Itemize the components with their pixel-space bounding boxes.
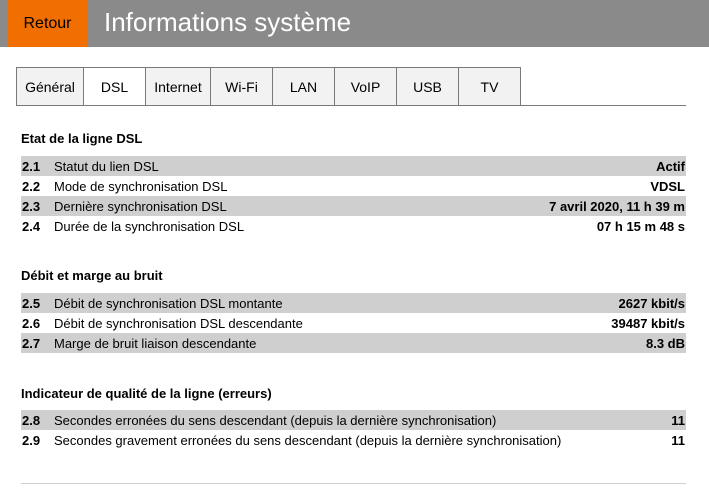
row-number: 2.4 xyxy=(22,218,41,234)
row-label: Débit de synchronisation DSL montante xyxy=(54,295,283,311)
row-value: Actif xyxy=(656,158,685,174)
row-number: 2.9 xyxy=(22,432,41,448)
tab-general[interactable]: Général xyxy=(16,67,84,106)
tab-voip[interactable]: VoIP xyxy=(335,67,397,106)
info-row xyxy=(21,333,686,353)
page-title: Informations système xyxy=(104,7,352,37)
tab-internet[interactable]: Internet xyxy=(146,67,211,106)
row-number: 2.6 xyxy=(22,315,41,331)
row-value: 07 h 15 m 48 s xyxy=(596,218,685,234)
tab-dsl[interactable]: DSL xyxy=(84,67,146,106)
row-label: Statut du lien DSL xyxy=(54,158,159,174)
row-label: Secondes erronées du sens descendant (depuis la dernière synchronisation) xyxy=(54,412,497,428)
row-value: VDSL xyxy=(650,178,685,194)
row-number: 2.5 xyxy=(22,295,41,311)
row-value: 11 xyxy=(671,412,685,428)
row-value: 2627 kbit/s xyxy=(618,295,685,311)
row-number: 2.3 xyxy=(22,198,41,214)
row-label: Mode de synchronisation DSL xyxy=(54,178,228,194)
row-label: Secondes gravement erronées du sens descendant (depuis la dernière synchronisation) xyxy=(54,432,562,448)
section-title-dsl-line-state: Etat de la ligne DSL xyxy=(21,131,143,146)
row-number: 2.8 xyxy=(22,412,41,428)
tab-usb[interactable]: USB xyxy=(397,67,459,106)
row-value: 7 avril 2020, 11 h 39 m xyxy=(549,198,685,214)
section-title-rate-noise-margin: Débit et marge au bruit xyxy=(21,268,163,283)
info-row xyxy=(21,410,686,430)
row-label: Durée de la synchronisation DSL xyxy=(54,218,245,234)
info-row xyxy=(21,196,686,216)
row-label: Marge de bruit liaison descendante xyxy=(54,335,257,351)
row-value: 8.3 dB xyxy=(645,335,685,351)
info-row xyxy=(21,156,686,176)
row-number: 2.1 xyxy=(22,158,41,174)
tab-wifi[interactable]: Wi-Fi xyxy=(211,67,273,106)
info-row xyxy=(21,293,686,313)
info-row xyxy=(21,216,686,236)
row-label: Dernière synchronisation DSL xyxy=(54,198,227,214)
row-number: 2.2 xyxy=(22,178,41,194)
section-title-line-quality: Indicateur de qualité de la ligne (erreurs) xyxy=(21,386,272,401)
info-row xyxy=(21,313,686,333)
tab-lan[interactable]: LAN xyxy=(273,67,335,106)
row-label: Débit de synchronisation DSL descendante xyxy=(54,315,303,331)
back-button[interactable]: Retour xyxy=(7,0,88,47)
tab-tv[interactable]: TV xyxy=(459,67,521,106)
row-value: 11 xyxy=(671,432,685,448)
row-number: 2.7 xyxy=(22,335,41,351)
header-bar xyxy=(0,0,709,47)
bottom-divider xyxy=(21,483,686,484)
info-row xyxy=(21,176,686,196)
tab-bar xyxy=(16,67,521,106)
tabs-divider xyxy=(16,105,686,106)
info-row xyxy=(21,430,686,450)
row-value: 39487 kbit/s xyxy=(611,315,685,331)
